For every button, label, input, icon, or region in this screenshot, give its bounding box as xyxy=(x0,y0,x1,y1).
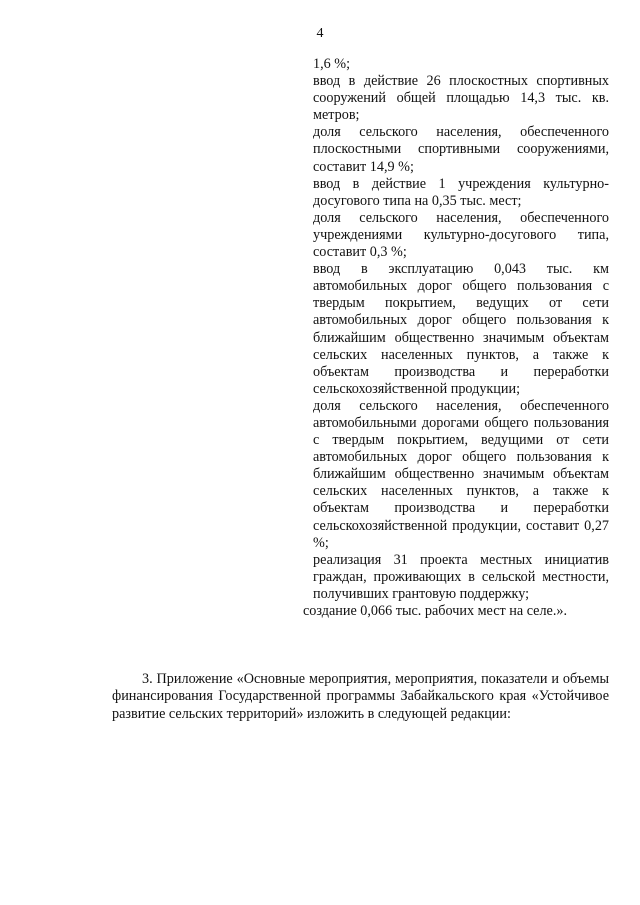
body-paragraph: 3. Приложение «Основные мероприятия, мероприятия, показатели и объемы финансирования Государственной программы Забайкальского края «Устойчивое развитие сельских территорий» изложить в следующей редакции: xyxy=(112,671,609,722)
list-item: 1,6 %; xyxy=(313,56,351,72)
list-item: доля сельского населения, обеспеченного учреждениями культурно-досугового типа, составит 0,3 %; xyxy=(313,209,609,261)
list-item: ввод в эксплуатацию 0,043 тыс. км автомобильных дорог общего пользования с твердым покрытием, ведущих от сети автомобильных дорог общего пользования к ближайшим общественно значимым объектам сельских населенных пунктов, а также к объектам производства и переработки сельскохозяйственной продукции; xyxy=(313,261,609,397)
list-item: доля сельского населения, обеспеченного плоскостными спортивными сооружениями, составит 14,9 %; xyxy=(313,124,609,175)
indicator-list xyxy=(303,56,609,620)
page-number: 4 xyxy=(316,26,324,41)
list-item: ввод в действие 26 плоскостных спортивных сооружений общей площадью 14,3 тыс. кв. метров; xyxy=(313,73,609,124)
list-item: реализация 31 проекта местных инициатив граждан, проживающих в сельской местности, получивших грантовую поддержку; xyxy=(313,551,609,602)
list-item: ввод в действие 1 учреждения культурно-досугового типа на 0,35 тыс. мест; xyxy=(313,175,609,209)
list-item: доля сельского населения, обеспеченного автомобильными дорогами общего пользования с твердым покрытием, ведущими от сети автомобильных дорог общего пользования к ближайшим общественно значимым объектам сельских населенных пунктов, а также к объектам производства и переработки сельскохозяйственной продукции, составит 0,27 %; xyxy=(313,397,609,551)
list-item: создание 0,066 тыс. рабочих мест на селе.». xyxy=(303,603,568,619)
